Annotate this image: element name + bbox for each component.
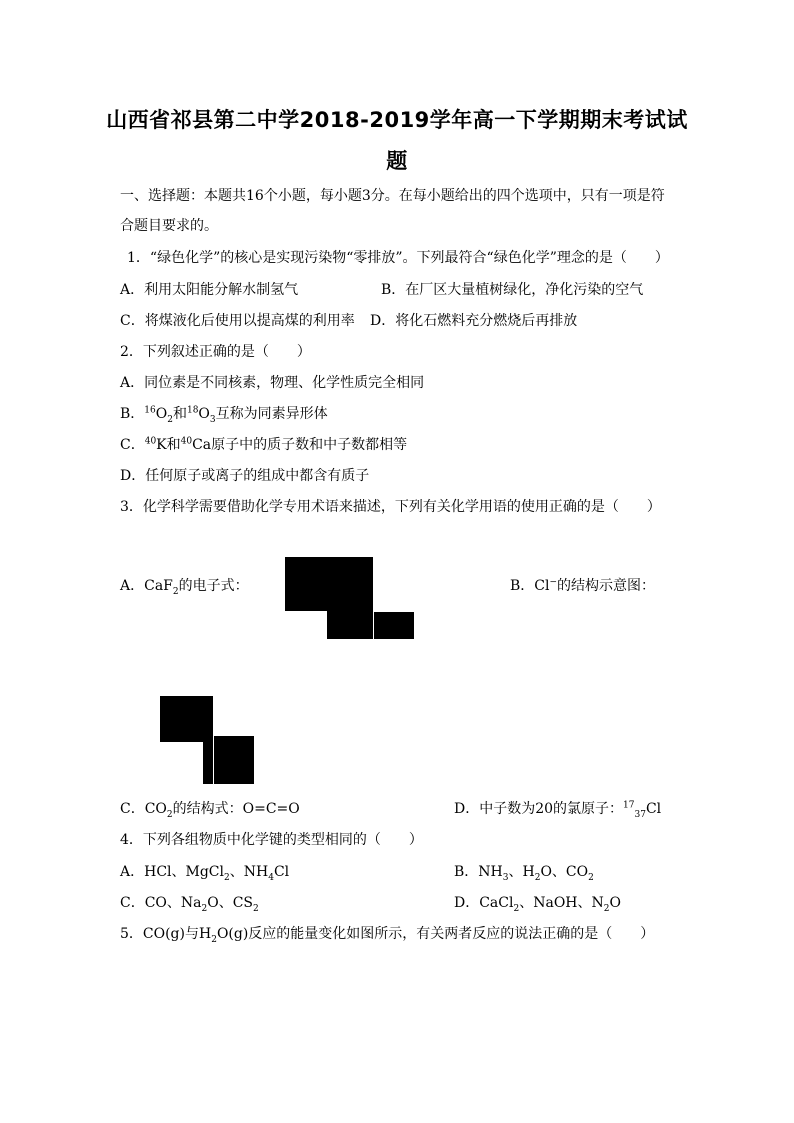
- question-2-stem: 2．下列叙述正确的是（ ）: [120, 344, 311, 360]
- question-2-option-b: B．$^{16}O_2$和$^{18}O_3$互称为同素异形体: [120, 405, 328, 425]
- page-title: 山西省祁县第二中学2018-2019学年高一下学期期末考试试: [106, 108, 688, 132]
- chloride-structure-diagram-image-part: [214, 736, 254, 784]
- question-4-option-b: B．$NH_3$、$H_2O$、$CO_2$: [454, 864, 594, 883]
- question-4-option-c: C．CO、$Na_2O$、$CS_2$: [120, 895, 259, 914]
- question-2-option-c: C．$^{40}$K和$^{40}$Ca原子中的质子数和中子数都相等: [120, 436, 408, 453]
- question-3-option-d: D．中子数为20的氯原子：$^{17}_{37}$Cl: [454, 800, 662, 820]
- question-4-option-a: A．HCl、MgCl$_2$、$NH_4Cl$: [120, 864, 290, 883]
- question-3-option-c: C．$CO_2$的结构式：O=C=O: [120, 801, 300, 820]
- question-2-option-d: D．任何原子或离子的组成中都含有质子: [120, 468, 370, 484]
- chloride-structure-diagram-image-part: [203, 742, 213, 784]
- question-4-option-d: D．CaCl$_2$、NaOH、$N_2O$: [454, 895, 621, 914]
- question-1-option-d: D．将化石燃料充分燃烧后再排放: [370, 313, 578, 329]
- caf2-electron-formula-image: [285, 557, 373, 611]
- question-4-stem: 4．下列各组物质中化学键的类型相同的（ ）: [120, 832, 423, 848]
- question-3-option-a: A．CaF$_2$的电子式：: [120, 578, 249, 597]
- question-5-stem: 5．CO(g)与$H_2O(g)$反应的能量变化如图所示，有关两者反应的说法正确的是（ ）: [120, 926, 655, 945]
- question-1-option-c: C．将煤液化后使用以提高煤的利用率: [120, 313, 355, 329]
- chloride-structure-diagram-image: [160, 696, 213, 742]
- section-instructions: 一、选择题：本题共16个小题，每小题3分。在每小题给出的四个选项中，只有一项是符: [120, 188, 665, 204]
- question-3-option-b: B．Cl−的结构示意图：: [510, 577, 656, 594]
- caf2-electron-formula-image-part: [327, 611, 373, 639]
- question-3-stem: 3．化学科学需要借助化学专用术语来描述，下列有关化学用语的使用正确的是（ ）: [120, 499, 661, 515]
- caf2-electron-formula-image-part: [374, 612, 414, 639]
- page-title-continued: 题: [386, 149, 408, 173]
- section-instructions-continued: 合题目要求的。: [120, 218, 218, 234]
- question-1-stem: 1．“绿色化学”的核心是实现污染物“零排放”。下列最符合“绿色化学”理念的是（ ）: [127, 250, 669, 266]
- question-1-option-b: B．在厂区大量植树绿化，净化污染的空气: [381, 282, 644, 298]
- question-2-option-a: A．同位素是不同核素，物理、化学性质完全相同: [120, 375, 425, 391]
- question-1-option-a: A．利用太阳能分解水制氢气: [120, 282, 299, 298]
